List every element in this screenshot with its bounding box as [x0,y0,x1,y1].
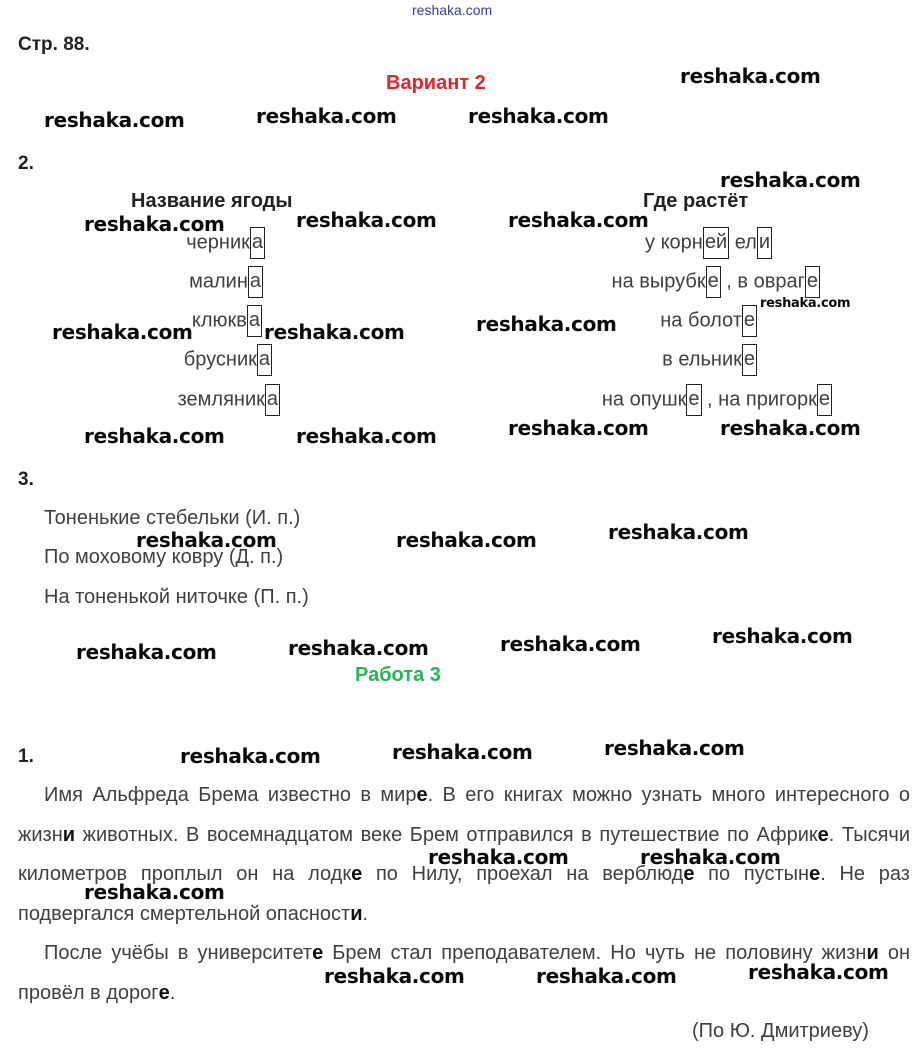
place-ending-box: е [817,384,832,416]
berry-ending-box: а [247,305,262,337]
berry-name [178,384,280,416]
watermark: reshaka.com [712,624,853,648]
place-text: на болот [660,309,742,332]
watermark: reshaka.com [680,64,821,88]
highlighted-ending: е [158,981,170,1004]
place-name [662,344,757,376]
place-ending-box: е [686,384,701,416]
task3-number: 3. [18,469,34,490]
highlighted-ending: и [62,823,76,846]
watermark: reshaka.com [52,320,193,344]
highlighted-ending: и [350,902,363,925]
place-ending-box: е [742,305,757,337]
highlighted-ending: е [683,863,695,885]
watermark: reshaka.com [84,880,225,904]
place-ending-box: е [805,266,820,298]
watermark: reshaka.com [296,208,437,232]
text-run: . [169,981,176,1004]
watermark: reshaka.com [720,168,861,192]
berry-name [189,266,263,298]
task3-line: На тоненькой ниточке (П. п.) [44,586,309,608]
highlighted-ending: е [416,784,428,806]
place-text: ел [729,231,757,254]
watermark: reshaka.com [136,528,277,552]
berry-stem: земляник [177,388,265,411]
highlighted-ending: е [312,942,324,964]
place-name [660,305,757,337]
variant-title: Вариант 2 [386,72,486,94]
watermark: reshaka.com [392,740,533,764]
task3-line: Тоненькие стебельки (И. п.) [44,507,301,529]
place-text: на вырубк [611,270,706,293]
berry-stem: брусник [183,348,257,371]
watermark: reshaka.com [44,108,185,132]
place-ending-box: е [742,344,757,376]
text-run: . В его книгах можно узнать много интересного о жизн [18,784,910,846]
place-ending-box: и [757,227,772,259]
text-run: по Нилу, проехал на верблюд [362,863,684,885]
watermark: reshaka.com [508,208,649,232]
berry-ending-box: а [257,344,272,376]
place-text: у корн [645,231,703,254]
page-label: Стр. 88. [18,34,90,55]
berry-name [192,305,262,337]
watermark: reshaka.com [324,964,465,988]
watermark: reshaka.com [640,845,781,869]
text-run: он провёл в дорог [18,942,910,1004]
rabota-title: Работа 3 [355,664,441,686]
place-ending-box: ей [703,227,729,259]
site-watermark-top: reshaka.com [412,2,493,18]
place-name [602,384,832,416]
source-citation: (По Ю. Дмитриеву) [692,1020,869,1042]
highlighted-ending: е [817,823,829,846]
place-text: в ельник [662,348,742,371]
text-run: . [362,902,369,925]
task3-line: По моховому ковру (Д. п.) [44,546,284,568]
berry-stem: малин [189,270,248,293]
watermark: reshaka.com [264,320,405,344]
text-run: по пустын [694,863,810,885]
text-run: животных. В восемнадцатом веке Брем отправился в путешествие по Африк [75,823,818,846]
place-name [645,227,772,259]
watermark: reshaka.com [720,416,861,440]
place-text: , в овраг [720,270,805,293]
place-name [612,266,820,298]
text-run: . Не раз подвергался смертельной опасност [18,863,910,925]
place-text: на опушк [601,388,687,411]
highlighted-ending: е [351,863,363,885]
berry-name [184,344,272,376]
watermark: reshaka.com [760,296,851,311]
watermark: reshaka.com [468,104,609,128]
highlighted-ending: и [866,942,879,964]
watermark: reshaka.com [476,312,617,336]
text-run: . Тысячи километров проплыл он на лодк [18,823,910,885]
place-text: , на пригорк [701,388,817,411]
watermark: reshaka.com [256,104,397,128]
berry-ending-box: а [250,227,265,259]
text-run: После учёбы в университет [44,942,313,964]
watermark: reshaka.com [608,520,749,544]
berry-stem: черник [186,231,250,254]
watermark: reshaka.com [296,424,437,448]
text-run: Брем стал преподавателем. Но чуть не половину жизн [323,942,867,964]
berry-column-header: Название ягоды [131,190,293,212]
watermark: reshaka.com [76,640,217,664]
watermark: reshaka.com [748,960,889,984]
task1-number: 1. [18,746,34,767]
highlighted-ending: е [809,863,821,885]
watermark: reshaka.com [84,424,225,448]
berry-ending-box: а [248,266,263,298]
watermark: reshaka.com [84,212,225,236]
watermark: reshaka.com [508,416,649,440]
berry-stem: клюкв [191,309,247,332]
berry-ending-box: а [265,384,280,416]
watermark: reshaka.com [428,845,569,869]
watermark: reshaka.com [500,632,641,656]
watermark: reshaka.com [604,736,745,760]
task2-number: 2. [18,153,34,174]
text-run: Имя Альфреда Брема известно в мир [44,784,417,806]
watermark: reshaka.com [288,636,429,660]
place-column-header: Где растёт [643,190,749,212]
watermark: reshaka.com [536,964,677,988]
watermark: reshaka.com [180,744,321,768]
watermark: reshaka.com [396,528,537,552]
place-ending-box: е [706,266,721,298]
